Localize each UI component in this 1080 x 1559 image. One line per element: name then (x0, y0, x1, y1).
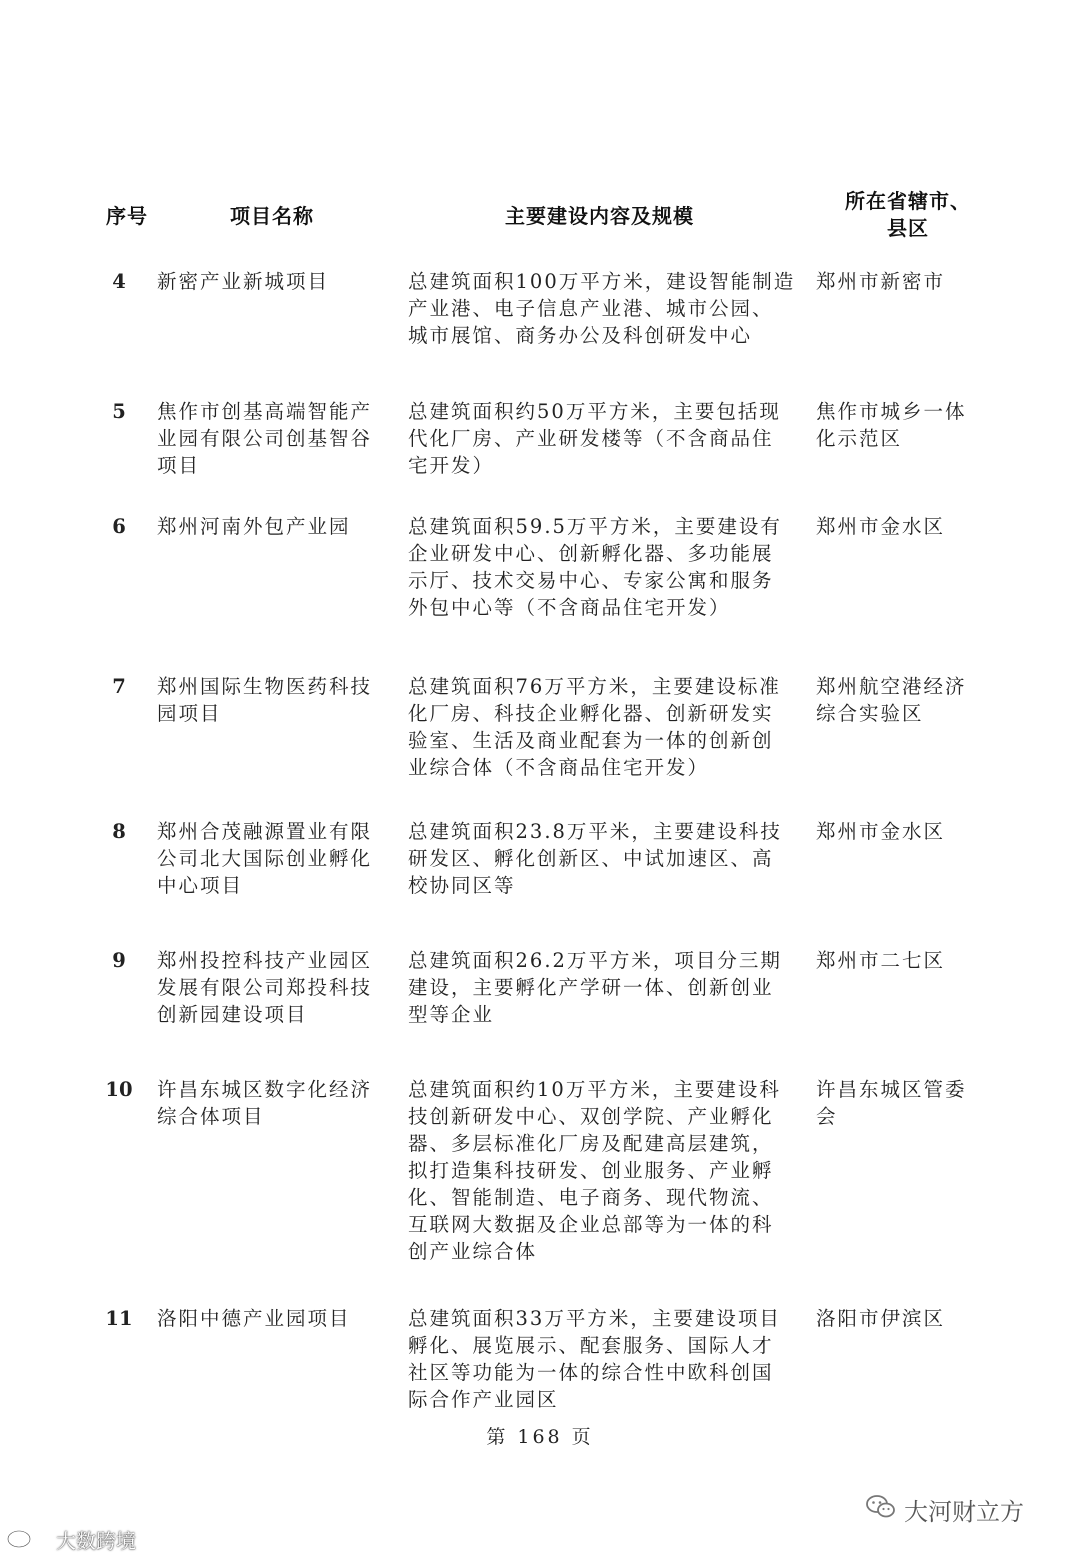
location-line: 郑州市新密市 (816, 270, 946, 293)
project-name-line: 郑州国际生物医药科技 (157, 675, 373, 698)
content-line: 社区等功能为一体的综合性中欧科创国 (408, 1361, 774, 1384)
project-name-line: 许昌东城区数字化经济 (157, 1078, 373, 1101)
project-name-line: 项目 (157, 454, 201, 477)
header-location-line: 县区 (887, 216, 929, 240)
wechat-icon (866, 1494, 896, 1526)
content-line: 示厅、技术交易中心、专家公寓和服务 (408, 569, 774, 592)
location-line: 郑州市金水区 (816, 515, 946, 538)
content-line: 校协同区等 (408, 874, 516, 897)
watermark-left-text: 大数跨境 (56, 1529, 136, 1553)
content-line: 互联网大数据及企业总部等为一体的科 (408, 1213, 774, 1236)
row-project-name (157, 398, 397, 479)
location-line: 许昌东城区管委 (816, 1078, 967, 1101)
content-line: 城市展馆、商务办公及科创研发中心 (408, 324, 753, 347)
content-line: 化厂房、科技企业孵化器、创新研发实 (408, 702, 774, 725)
row-project-name (157, 673, 397, 727)
content-line: 产业港、电子信息产业港、城市公园、 (408, 297, 774, 320)
content-line: 研发区、孵化创新区、中试加速区、高 (408, 847, 774, 870)
project-name-line: 中心项目 (157, 874, 244, 897)
row-project-name (157, 1076, 397, 1130)
content-line: 企业研发中心、创新孵化器、多功能展 (408, 542, 774, 565)
watermark-right (866, 1492, 1024, 1527)
row-seq: 4 (112, 270, 126, 293)
watermark-right-text: 大河财立方 (904, 1498, 1024, 1526)
row-seq: 9 (112, 949, 126, 972)
location-line: 综合实验区 (816, 702, 924, 725)
content-line: 型等企业 (408, 1003, 495, 1026)
row-content (408, 1305, 804, 1413)
project-name-line: 新密产业新城项目 (157, 270, 330, 293)
location-line: 焦作市城乡一体 (816, 400, 967, 423)
header-location (838, 188, 978, 242)
location-line: 郑州市二七区 (816, 949, 946, 972)
row-location (816, 1076, 981, 1130)
row-project-name (157, 513, 397, 540)
row-content (408, 947, 804, 1028)
content-line: 总建筑面积23.8万平米，主要建设科技 (408, 820, 782, 843)
project-name-line: 洛阳中德产业园项目 (157, 1307, 351, 1330)
row-seq: 5 (112, 400, 126, 423)
page-number: 第 168 页 (486, 1426, 594, 1448)
content-line: 外包中心等（不含商品住宅开发） (408, 596, 731, 619)
row-content (408, 1076, 804, 1265)
location-line: 会 (816, 1105, 838, 1128)
content-line: 化、智能制造、电子商务、现代物流、 (408, 1186, 774, 1209)
content-line: 宅开发） (408, 454, 495, 477)
row-location (816, 818, 981, 845)
content-line: 验室、生活及商业配套为一体的创新创 (408, 729, 774, 752)
content-line: 总建筑面积76万平方米，主要建设标准 (408, 675, 781, 698)
location-line: 郑州航空港经济 (816, 675, 967, 698)
weibo-icon (6, 1524, 50, 1555)
content-line: 孵化、展览展示、配套服务、国际人才 (408, 1334, 774, 1357)
row-seq: 8 (112, 820, 126, 843)
content-line: 代化厂房、产业研发楼等（不含商品住 (408, 427, 774, 450)
project-name-line: 创新园建设项目 (157, 1003, 308, 1026)
row-location (816, 1305, 981, 1332)
row-project-name (157, 818, 397, 899)
row-seq: 7 (112, 675, 126, 698)
header-seq: 序号 (106, 204, 148, 228)
row-seq: 6 (112, 515, 126, 538)
row-content (408, 818, 804, 899)
watermark-left (6, 1524, 136, 1555)
location-line: 洛阳市伊滨区 (816, 1307, 946, 1330)
project-name-line: 郑州投控科技产业园区 (157, 949, 373, 972)
content-line: 技创新研发中心、双创学院、产业孵化 (408, 1105, 774, 1128)
row-seq: 10 (105, 1078, 133, 1101)
location-line: 郑州市金水区 (816, 820, 946, 843)
content-line: 建设，主要孵化产学研一体、创新创业 (408, 976, 774, 999)
content-line: 总建筑面积26.2万平方米，项目分三期 (408, 949, 782, 972)
row-content (408, 268, 804, 349)
project-name-line: 郑州河南外包产业园 (157, 515, 351, 538)
content-line: 总建筑面积33万平方米，主要建设项目 (408, 1307, 781, 1330)
row-project-name (157, 1305, 397, 1332)
content-line: 创产业综合体 (408, 1240, 538, 1263)
row-seq: 11 (105, 1307, 133, 1330)
header-location-line: 所在省辖市、 (845, 189, 971, 213)
content-line: 总建筑面积约50万平方米，主要包括现 (408, 400, 781, 423)
header-content: 主要建设内容及规模 (505, 204, 694, 228)
row-project-name (157, 947, 397, 1028)
header-project-name: 项目名称 (230, 204, 314, 228)
project-name-line: 公司北大国际创业孵化 (157, 847, 373, 870)
row-location (816, 513, 981, 540)
row-content (408, 398, 804, 479)
row-location (816, 268, 981, 295)
row-project-name (157, 268, 397, 295)
content-line: 际合作产业园区 (408, 1388, 559, 1411)
row-location (816, 673, 981, 727)
row-content (408, 513, 804, 621)
project-name-line: 园项目 (157, 702, 222, 725)
content-line: 总建筑面积59.5万平方米，主要建设有 (408, 515, 782, 538)
content-line: 业综合体（不含商品住宅开发） (408, 756, 710, 779)
project-name-line: 业园有限公司创基智谷 (157, 427, 373, 450)
content-line: 总建筑面积100万平方米，建设智能制造 (408, 270, 796, 293)
project-name-line: 郑州合茂融源置业有限 (157, 820, 373, 843)
content-line: 拟打造集科技研发、创业服务、产业孵 (408, 1159, 774, 1182)
row-location (816, 398, 981, 452)
row-location (816, 947, 981, 974)
row-content (408, 673, 804, 781)
content-line: 器、多层标准化厂房及配建高层建筑， (408, 1132, 774, 1155)
project-name-line: 焦作市创基高端智能产 (157, 400, 373, 423)
location-line: 化示范区 (816, 427, 903, 450)
project-name-line: 发展有限公司郑投科技 (157, 976, 373, 999)
content-line: 总建筑面积约10万平方米，主要建设科 (408, 1078, 781, 1101)
project-name-line: 综合体项目 (157, 1105, 265, 1128)
